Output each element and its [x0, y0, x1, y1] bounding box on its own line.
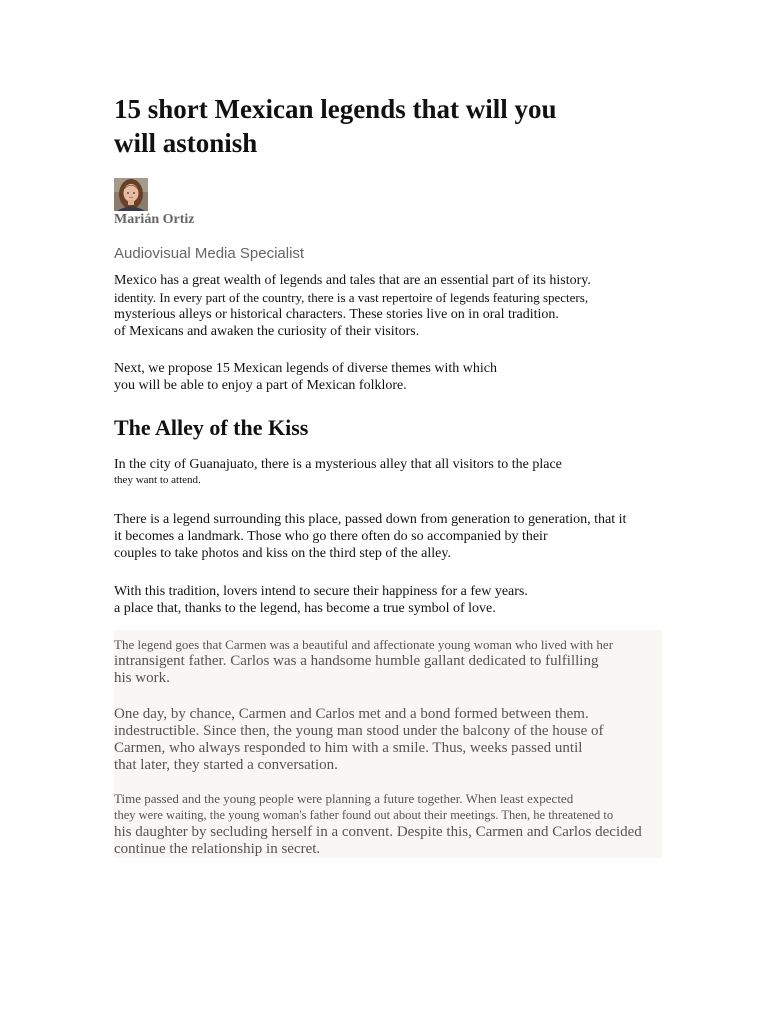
text-line: a place that, thanks to the legend, has become a true symbol of love.	[114, 601, 496, 616]
text-line: continue the relationship in secret.	[114, 841, 321, 857]
author-name: Marián Ortiz	[114, 212, 195, 227]
text-line: they want to attend.	[114, 474, 201, 486]
article-title	[114, 92, 634, 160]
text-line: Carmen, who always responded to him with a smile. Thus, weeks passed until	[114, 740, 583, 756]
text-line: they were waiting, the young woman's father found out about their meetings. Then, he threatened to	[114, 808, 614, 822]
author-avatar	[114, 178, 148, 211]
quote-paragraph	[114, 636, 662, 687]
text-line: it becomes a landmark. Those who go there often do so accompanied by their	[114, 529, 548, 544]
text-line: his daughter by secluding herself in a convent. Despite this, Carmen and Carlos decided	[114, 824, 642, 840]
section-paragraph	[114, 456, 664, 487]
text-line: Mexico has a great wealth of legends and tales that are an essential part of its history.	[114, 273, 591, 288]
title-line: will astonish	[114, 128, 258, 158]
author-portrait-icon	[114, 178, 148, 211]
author-role: Audiovisual Media Specialist	[114, 245, 305, 262]
text-line: indestructible. Since then, the young man stood under the balcony of the house of	[114, 723, 604, 739]
text-line: that later, they started a conversation.	[114, 757, 338, 773]
text-line: identity. In every part of the country, there is a vast repertoire of legends featuring specters,	[114, 290, 589, 305]
text-line: Time passed and the young people were planning a future together. When least expected	[114, 791, 574, 806]
intro-paragraph	[114, 360, 664, 394]
text-line: With this tradition, lovers intend to secure their happiness for a few years.	[114, 584, 528, 599]
intro-paragraph	[114, 272, 664, 340]
text-line: you will be able to enjoy a part of Mexican folklore.	[114, 378, 407, 393]
text-line: couples to take photos and kiss on the third step of the alley.	[114, 546, 451, 561]
text-line: intransigent father. Carlos was a handsome humble gallant dedicated to fulfilling	[114, 653, 599, 669]
text-line: Next, we propose 15 Mexican legends of diverse themes with which	[114, 361, 497, 376]
quote-paragraph	[114, 706, 662, 774]
text-line: In the city of Guanajuato, there is a mysterious alley that all visitors to the place	[114, 457, 562, 472]
title-line: 15 short Mexican legends that will you	[114, 94, 557, 124]
section-heading: The Alley of the Kiss	[114, 415, 309, 440]
quote-block	[114, 630, 662, 858]
text-line: his work.	[114, 670, 170, 686]
text-line: There is a legend surrounding this place, passed down from generation to generation, that it	[114, 512, 627, 527]
text-line: mysterious alleys or historical characters. These stories live on in oral tradition.	[114, 307, 559, 322]
section-paragraph	[114, 511, 664, 562]
section-paragraph	[114, 583, 664, 617]
quote-paragraph	[114, 790, 662, 858]
text-line: One day, by chance, Carmen and Carlos met and a bond formed between them.	[114, 706, 589, 722]
text-line: The legend goes that Carmen was a beautiful and affectionate young woman who lived with her	[114, 637, 614, 652]
text-line: of Mexicans and awaken the curiosity of their visitors.	[114, 324, 420, 339]
